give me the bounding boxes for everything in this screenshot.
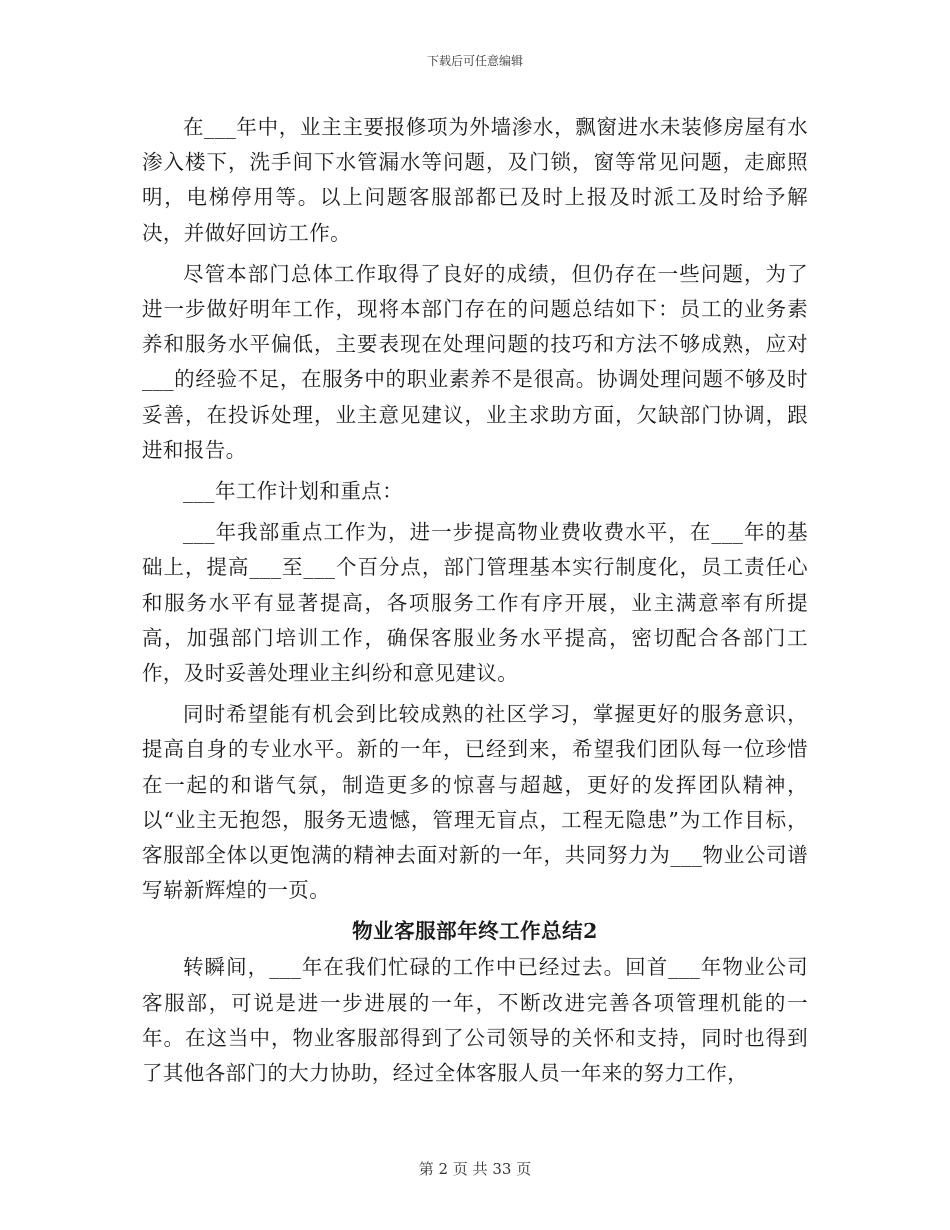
paragraph-plan-heading: ___年工作计划和重点： bbox=[183, 479, 404, 504]
page-footer: 第 2 页 共 33 页 bbox=[418, 1160, 532, 1178]
paragraph-plan-details: ___年我部重点工作为，进一步提高物业费收费水平，在___年的基础上，提高___至___个百分点，部门管理基本实行制度化，员工责任心和服务水平有显著提高，各项服务工作有序开展，业主满意率有所提高，加强部门培训工作，确保客服业务水平提高，密切配合各部门工作，及时妥善处理业主纠纷和意见建议。 bbox=[142, 520, 808, 686]
paragraph-section2-intro: 转瞬间，___年在我们忙碌的工作中已经过去。回首___年物业公司客服部，可说是进一步进展的一年，不断改进完善各项管理机能的一年。在这当中，物业客服部得到了公司领导的关怀和支持，同时也得到了其他各部门的大力协助，经过全体客服人员一年来的努力工作， bbox=[142, 955, 808, 1086]
document-body bbox=[142, 110, 808, 1097]
paragraph-problems: 尽管本部门总体工作取得了良好的成绩，但仍存在一些问题，为了进一步做好明年工作，现将本部门存在的问题总结如下：员工的业务素养和服务水平偏低，主要表现在处理问题的技巧和方法不够成熟，应对___的经验不足，在服务中的职业素养不是很高。协调处理问题不够及时妥善，在投诉处理，业主意见建议，业主求助方面，欠缺部门协调，跟进和报告。 bbox=[142, 261, 808, 462]
paragraph-outlook: 同时希望能有机会到比较成熟的社区学习，掌握更好的服务意识，提高自身的专业水平。新的一年，已经到来，希望我们团队每一位珍惜在一起的和谐气氛，制造更多的惊喜与超越，更好的发挥团队精神，以“业主无抱怨，服务无遗憾，管理无盲点，工程无隐患”为工作目标，客服部全体以更饱满的精神去面对新的一年，共同努力为___物业公司谱写崭新辉煌的一页。 bbox=[142, 702, 808, 903]
section-title: 物业客服部年终工作总结2 bbox=[352, 919, 598, 944]
page-header: 下载后可任意编辑 bbox=[426, 54, 523, 68]
paragraph-repair-items: 在___年中，业主主要报修项为外墙渗水，飘窗进水未装修房屋有水渗入楼下，洗手间下水管漏水等问题，及门锁，窗等常见问题，走廊照明，电梯停用等。以上问题客服部都已及时上报及时派工及时给予解决，并做好回访工作。 bbox=[142, 115, 808, 245]
